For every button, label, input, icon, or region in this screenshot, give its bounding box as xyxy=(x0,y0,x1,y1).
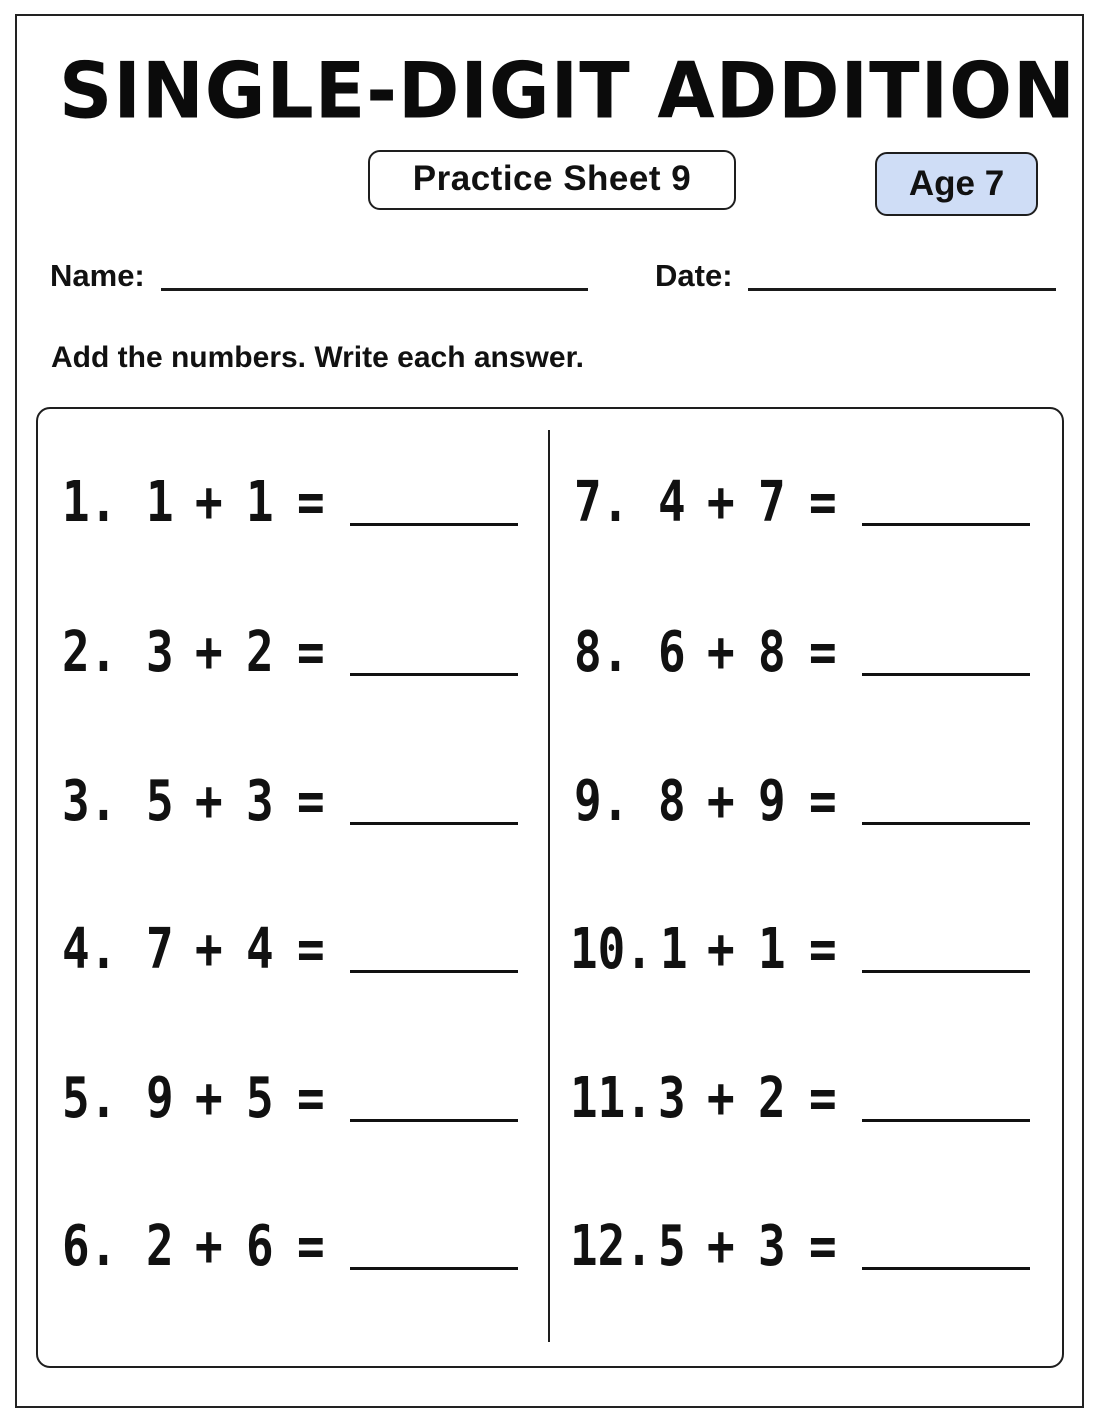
problem-number: 8. xyxy=(574,620,630,685)
problem-number: 7. xyxy=(574,470,630,535)
answer-blank[interactable] xyxy=(862,1119,1030,1122)
answer-blank[interactable] xyxy=(350,1267,518,1270)
problem-number: 10. xyxy=(570,917,653,982)
problem-item xyxy=(570,1207,1064,1287)
plus-sign: + xyxy=(707,1066,735,1131)
equals-sign: = xyxy=(809,769,837,834)
answer-blank[interactable] xyxy=(862,822,1030,825)
addend-a: 3 xyxy=(658,1066,686,1131)
equals-sign: = xyxy=(809,917,837,982)
addend-b: 3 xyxy=(758,1214,786,1279)
problem-item xyxy=(574,762,1064,842)
answer-blank[interactable] xyxy=(862,970,1030,973)
addend-a: 7 xyxy=(146,917,174,982)
answer-blank[interactable] xyxy=(862,1267,1030,1270)
problem-item xyxy=(574,463,1064,543)
plus-sign: + xyxy=(707,620,735,685)
problem-item xyxy=(570,1059,1064,1139)
answer-blank[interactable] xyxy=(350,523,518,526)
plus-sign: + xyxy=(195,1066,223,1131)
problem-number: 4. xyxy=(62,917,118,982)
name-label: Name: xyxy=(50,258,145,293)
problem-number: 3. xyxy=(62,769,118,834)
problem-item xyxy=(62,613,552,693)
addend-a: 6 xyxy=(658,620,686,685)
answer-blank[interactable] xyxy=(350,970,518,973)
date-label: Date: xyxy=(655,258,733,293)
problem-number: 2. xyxy=(62,620,118,685)
addend-b: 2 xyxy=(758,1066,786,1131)
problem-item xyxy=(62,762,552,842)
practice-sheet-badge: Practice Sheet 9 xyxy=(368,150,736,210)
addend-a: 5 xyxy=(658,1214,686,1279)
addend-b: 8 xyxy=(758,620,786,685)
equals-sign: = xyxy=(297,620,325,685)
equals-sign: = xyxy=(297,1066,325,1131)
addend-b: 1 xyxy=(246,470,274,535)
addend-b: 4 xyxy=(246,917,274,982)
age-badge: Age 7 xyxy=(875,152,1038,216)
equals-sign: = xyxy=(297,769,325,834)
plus-sign: + xyxy=(195,470,223,535)
equals-sign: = xyxy=(297,470,325,535)
addend-b: 2 xyxy=(246,620,274,685)
answer-blank[interactable] xyxy=(862,523,1030,526)
addend-a: 9 xyxy=(146,1066,174,1131)
addend-b: 9 xyxy=(758,769,786,834)
equals-sign: = xyxy=(809,1066,837,1131)
plus-sign: + xyxy=(195,1214,223,1279)
equals-sign: = xyxy=(809,470,837,535)
addend-a: 3 xyxy=(146,620,174,685)
addend-b: 3 xyxy=(246,769,274,834)
plus-sign: + xyxy=(195,769,223,834)
problem-number: 9. xyxy=(574,769,630,834)
addend-b: 1 xyxy=(758,917,786,982)
addend-b: 5 xyxy=(246,1066,274,1131)
plus-sign: + xyxy=(707,917,735,982)
addend-b: 7 xyxy=(758,470,786,535)
addend-a: 8 xyxy=(658,769,686,834)
addend-a: 1 xyxy=(146,470,174,535)
equals-sign: = xyxy=(297,917,325,982)
answer-blank[interactable] xyxy=(350,822,518,825)
plus-sign: + xyxy=(707,1214,735,1279)
column-divider xyxy=(548,430,550,1342)
addend-a: 2 xyxy=(146,1214,174,1279)
addend-a: 4 xyxy=(658,470,686,535)
problem-item xyxy=(62,1059,552,1139)
problem-item xyxy=(62,1207,552,1287)
equals-sign: = xyxy=(297,1214,325,1279)
plus-sign: + xyxy=(195,620,223,685)
instructions: Add the numbers. Write each answer. xyxy=(51,341,584,374)
problem-item xyxy=(62,463,552,543)
plus-sign: + xyxy=(195,917,223,982)
addend-b: 6 xyxy=(246,1214,274,1279)
problem-number: 11. xyxy=(570,1066,653,1131)
page-title: SINGLE-DIGIT ADDITION xyxy=(59,45,1076,137)
problem-number: 5. xyxy=(62,1066,118,1131)
answer-blank[interactable] xyxy=(350,673,518,676)
addend-a: 5 xyxy=(146,769,174,834)
answer-blank[interactable] xyxy=(350,1119,518,1122)
problem-number: 1. xyxy=(62,470,118,535)
answer-blank[interactable] xyxy=(862,673,1030,676)
plus-sign: + xyxy=(707,470,735,535)
problem-number: 12. xyxy=(570,1214,653,1279)
date-field[interactable] xyxy=(748,288,1056,291)
problem-item xyxy=(574,613,1064,693)
addend-a: 1 xyxy=(660,917,688,982)
problem-number: 6. xyxy=(62,1214,118,1279)
problem-item xyxy=(570,910,1064,990)
equals-sign: = xyxy=(809,620,837,685)
problem-item xyxy=(62,910,552,990)
equals-sign: = xyxy=(809,1214,837,1279)
name-field[interactable] xyxy=(161,288,588,291)
plus-sign: + xyxy=(707,769,735,834)
